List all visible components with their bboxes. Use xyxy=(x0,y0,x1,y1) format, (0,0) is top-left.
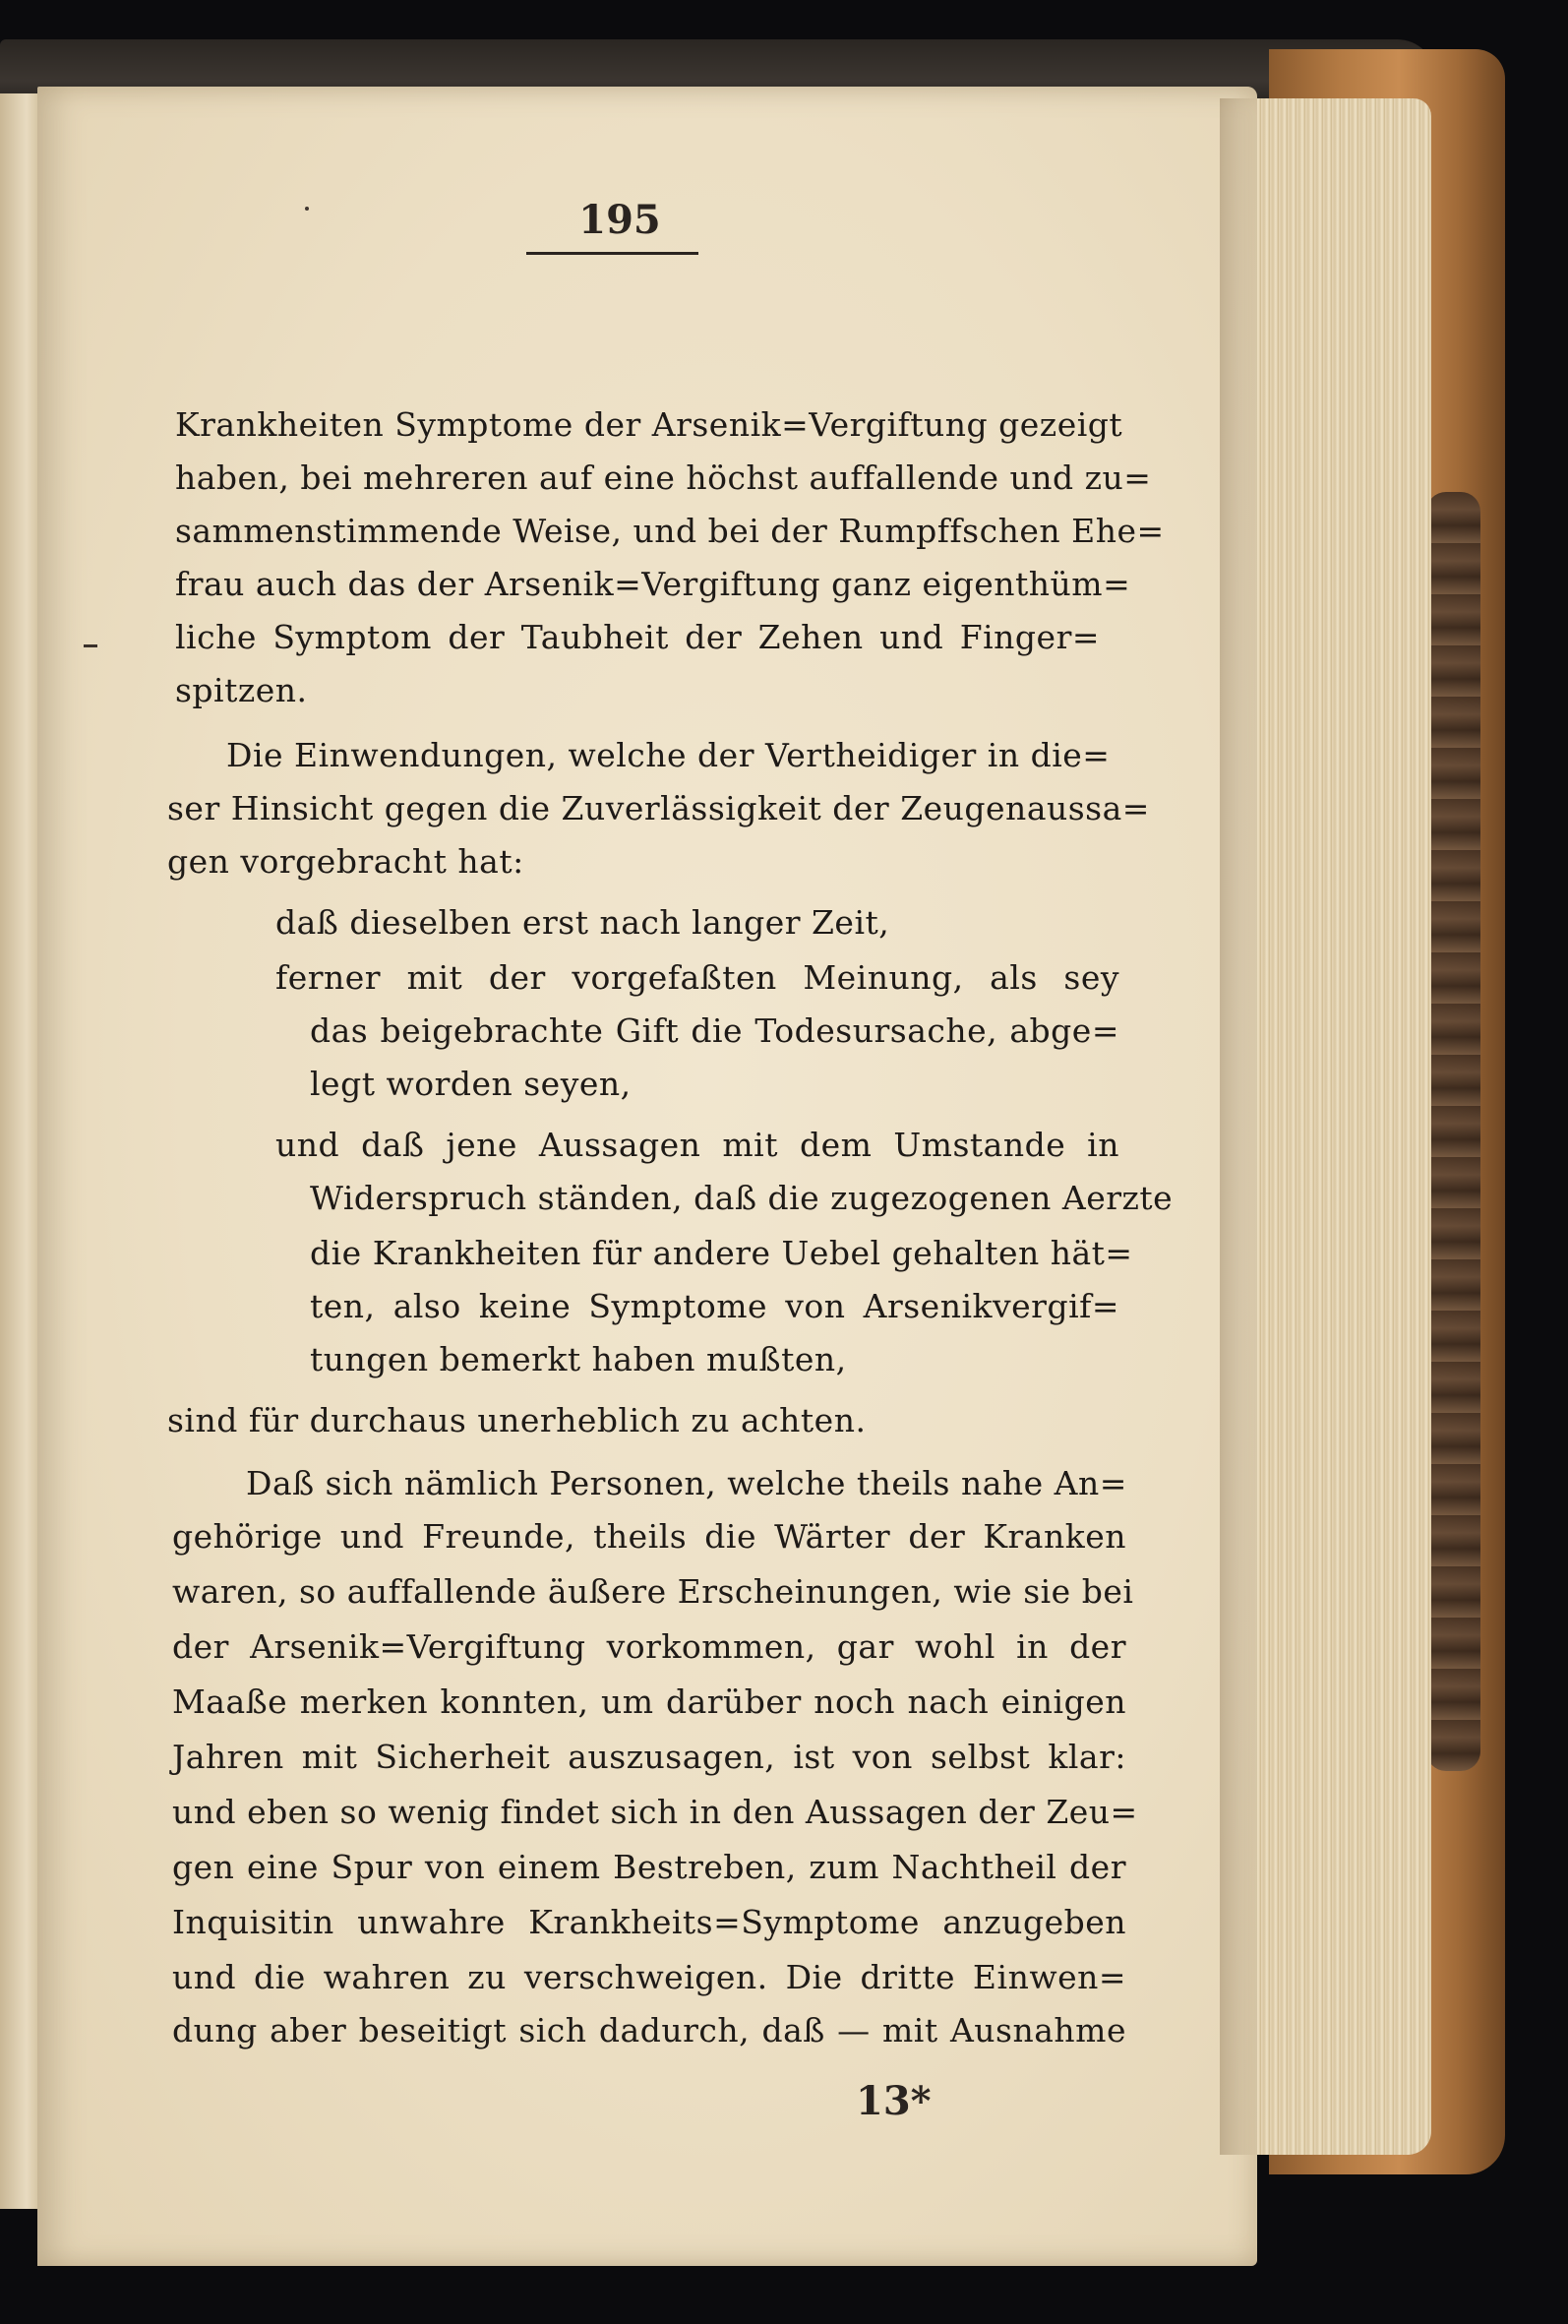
text-line: Maaße merken konnten, um darüber noch nach einigen xyxy=(172,1682,1126,1721)
text-line: und eben so wenig findet sich in den Aussagen der Zeu= xyxy=(172,1793,1138,1831)
text-line: waren, so auffallende äußere Erscheinungen, wie sie bei xyxy=(172,1572,1134,1611)
text-line: das beigebrachte Gift die Todesursache, abge= xyxy=(310,1011,1119,1050)
text-line: spitzen. xyxy=(175,671,308,709)
text-line: haben, bei mehreren auf eine höchst auffallende und zu= xyxy=(175,459,1152,497)
text-line: Inquisitin unwahre Krankheits=Symptome anzugeben xyxy=(172,1903,1126,1941)
text-line: gehörige und Freunde, theils die Wärter der Kranken xyxy=(172,1517,1126,1556)
page-number: 195 xyxy=(578,197,661,243)
signature-mark: 13* xyxy=(856,2078,932,2124)
text-line: Jahren mit Sicherheit auszusagen, ist von selbst klar: xyxy=(172,1738,1126,1776)
text-line: daß dieselben erst nach langer Zeit, xyxy=(275,903,890,942)
text-line: gen eine Spur von einem Bestreben, zum Nachtheil der xyxy=(172,1848,1126,1886)
text-line: ten, also keine Symptome von Arsenikvergif= xyxy=(310,1287,1119,1325)
text-line: der Arsenik=Vergiftung vorkommen, gar wohl in der xyxy=(172,1627,1126,1666)
text-line: sind für durchaus unerheblich zu achten. xyxy=(167,1401,867,1439)
text-line: und die wahren zu verschweigen. Die dritte Einwen= xyxy=(172,1958,1126,1996)
text-line: dung aber beseitigt sich dadurch, daß — mit Ausnahme xyxy=(172,2011,1126,2049)
text-line: ser Hinsicht gegen die Zuverlässigkeit der Zeugenaussa= xyxy=(167,789,1150,827)
text-line: ferner mit der vorgefaßten Meinung, als sey xyxy=(275,958,1119,997)
text-line: Krankheiten Symptome der Arsenik=Vergiftung gezeigt xyxy=(175,405,1123,444)
text-line: Die Einwendungen, welche der Vertheidiger in die= xyxy=(226,736,1111,774)
text-line: die Krankheiten für andere Uebel gehalten hät= xyxy=(310,1234,1133,1272)
text-line: und daß jene Aussagen mit dem Umstande in xyxy=(275,1126,1119,1164)
text-line: Widerspruch ständen, daß die zugezogenen Aerzte xyxy=(310,1179,1174,1217)
text-line: gen vorgebracht hat: xyxy=(167,842,524,881)
text-line: sammenstimmende Weise, und bei der Rumpffschen Ehe= xyxy=(175,512,1165,550)
text-line: tungen bemerkt haben mußten, xyxy=(310,1340,847,1378)
text-line: Daß sich nämlich Personen, welche theils nahe An= xyxy=(246,1464,1127,1502)
text-line: legt worden seyen, xyxy=(310,1065,632,1103)
text-line: liche Symptom der Taubheit der Zehen und Finger= xyxy=(175,618,1100,656)
text-line: frau auch das der Arsenik=Vergiftung ganz eigenthüm= xyxy=(175,565,1131,603)
